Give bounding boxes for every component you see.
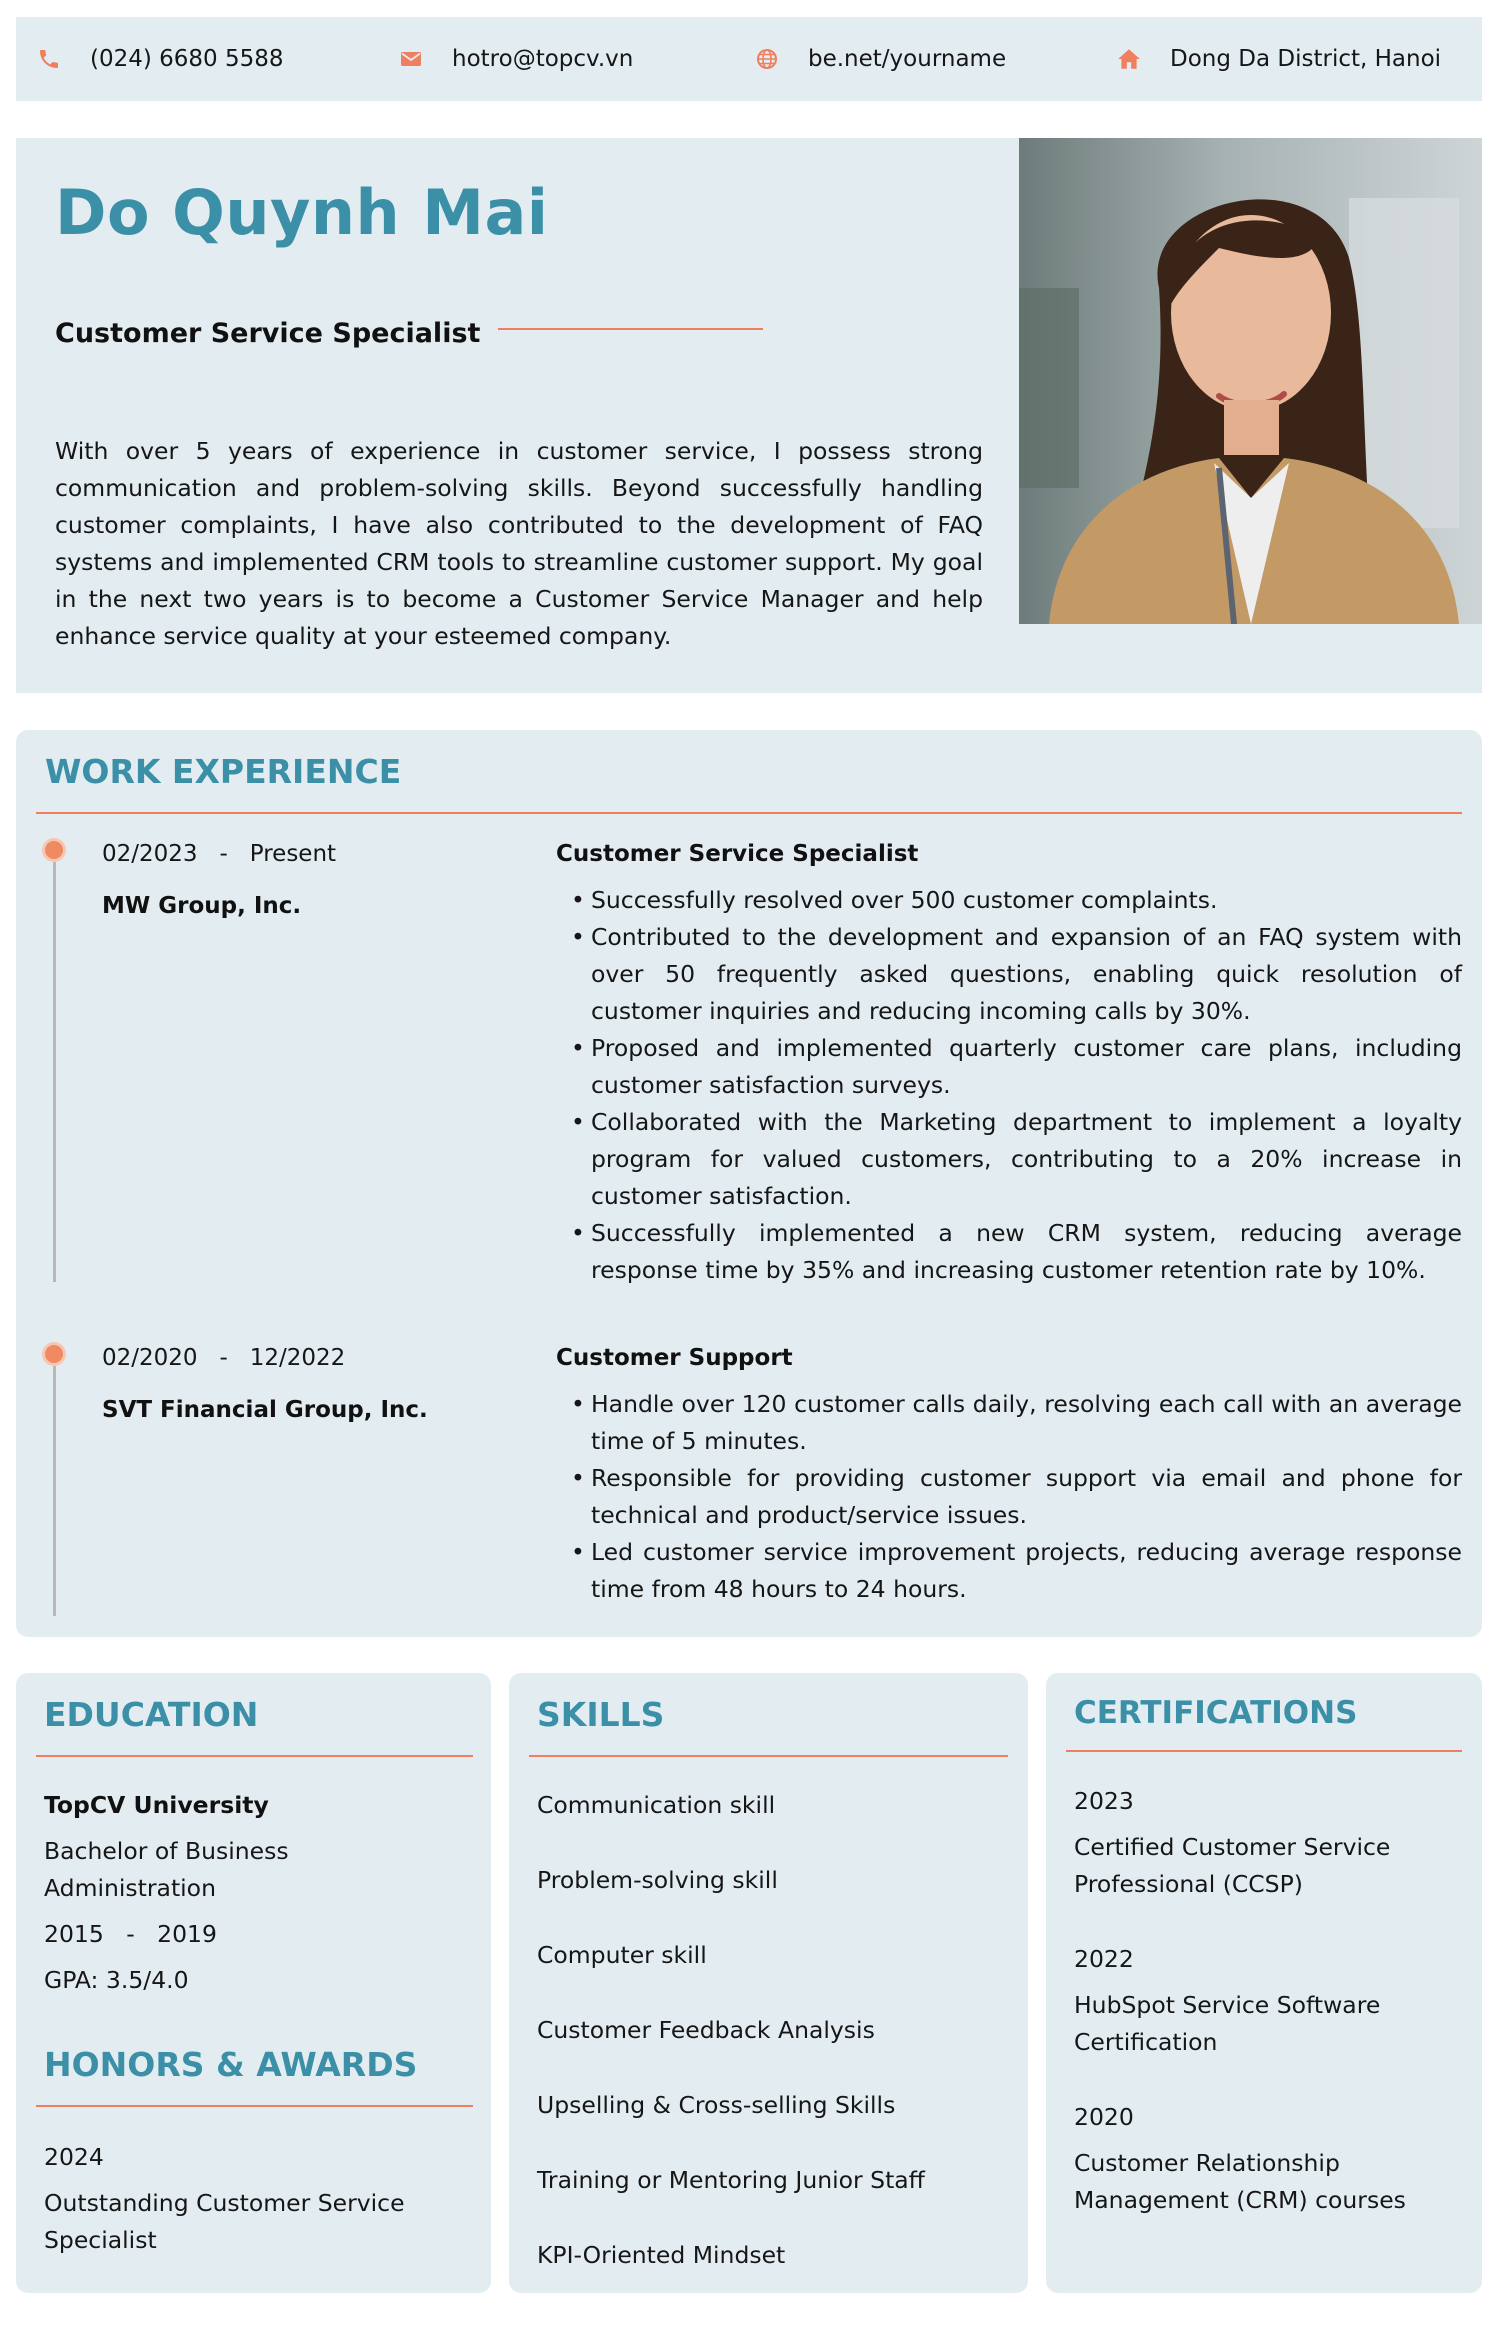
timeline-dot xyxy=(42,1342,66,1366)
skills-rule xyxy=(529,1755,1008,1757)
date-separator: - xyxy=(219,841,228,867)
honors-rule xyxy=(36,2105,473,2107)
cert-title: Certified Customer Service Professional (CCSP) xyxy=(1074,1833,1391,1898)
list-item: • Handle over 120 customer calls daily, resolving each call with an average time of 5 minutes. xyxy=(569,1386,1462,1460)
skills-heading: SKILLS xyxy=(537,1695,665,1734)
timeline-line xyxy=(53,862,56,1282)
skill-item: Communication skill xyxy=(537,1791,776,1819)
job-start-date: 02/2020 xyxy=(102,1345,198,1371)
skill-item: KPI-Oriented Mindset xyxy=(537,2241,786,2269)
education-start: 2015 xyxy=(44,1920,104,1948)
list-item: • Successfully implemented a new CRM system, reducing average response time by 35% and increasing customer retention rate by 10%. xyxy=(569,1215,1462,1289)
education-end: 2019 xyxy=(157,1920,217,1948)
profile-header xyxy=(16,138,1482,693)
profile-photo xyxy=(1019,138,1482,624)
list-item: • Successfully resolved over 500 customer complaints. xyxy=(569,882,1462,919)
career-summary: With over 5 years of experience in customer service, I possess strong communication and problem-solving skills. Beyond successfully handling customer complaints, I have also contributed to the development of FAQ systems and implemented CRM tools to streamline customer support. My goal in the next two years is to become a Customer Service Manager and help enhance service quality at your esteemed company. xyxy=(55,437,983,650)
degree: Bachelor of Business Administration xyxy=(44,1837,289,1902)
certifications-rule xyxy=(1066,1750,1462,1752)
cert-year: 2022 xyxy=(1074,1945,1134,1973)
cert-year: 2020 xyxy=(1074,2103,1134,2131)
job-date xyxy=(102,1345,345,1371)
skill-item: Computer skill xyxy=(537,1941,707,1969)
work-experience-section xyxy=(16,730,1482,1637)
job-position: Customer Support xyxy=(556,1345,793,1371)
job-start-date: 02/2023 xyxy=(102,841,198,867)
job-company: SVT Financial Group, Inc. xyxy=(102,1397,428,1423)
contact-website[interactable] xyxy=(754,17,1006,101)
phone-icon xyxy=(36,46,62,72)
contact-address xyxy=(1116,17,1441,101)
work-experience-heading: WORK EXPERIENCE xyxy=(45,752,402,791)
list-item: • Responsible for providing customer support via email and phone for technical and product/service issues. xyxy=(569,1460,1462,1534)
skill-item: Customer Feedback Analysis xyxy=(537,2016,875,2044)
cert-year: 2023 xyxy=(1074,1787,1134,1815)
job-company: MW Group, Inc. xyxy=(102,893,302,919)
date-separator: - xyxy=(219,1345,228,1371)
education-section xyxy=(16,1673,491,2293)
timeline-dot xyxy=(42,838,66,862)
mail-icon xyxy=(398,46,424,72)
honors-heading: HONORS & AWARDS xyxy=(44,2045,418,2084)
job-position: Customer Service Specialist xyxy=(556,841,919,867)
skill-item: Upselling & Cross-selling Skills xyxy=(537,2091,896,2119)
certifications-section xyxy=(1046,1673,1482,2293)
contact-email[interactable] xyxy=(398,17,633,101)
cert-title: HubSpot Service Software Certification xyxy=(1074,1991,1381,2056)
title-divider xyxy=(498,328,763,330)
education-rule xyxy=(36,1755,473,1757)
skills-section xyxy=(509,1673,1028,2293)
list-item: • Led customer service improvement projects, reducing average response time from 48 hours to 24 hours. xyxy=(569,1534,1462,1608)
job-responsibilities xyxy=(569,882,1462,1289)
job-date xyxy=(102,841,336,867)
honor-title: Outstanding Customer Service Specialist xyxy=(44,2189,405,2254)
address-text: Dong Da District, Hanoi xyxy=(1170,46,1442,72)
certifications-heading: CERTIFICATIONS xyxy=(1074,1695,1358,1731)
website-text: be.net/yourname xyxy=(808,46,1007,72)
school-name: TopCV University xyxy=(44,1791,269,1819)
email-text: hotro@topcv.vn xyxy=(452,46,634,72)
cert-title: Customer Relationship Management (CRM) courses xyxy=(1074,2149,1406,2214)
honor-year: 2024 xyxy=(44,2143,104,2171)
education-heading: EDUCATION xyxy=(44,1695,259,1734)
home-icon xyxy=(1116,46,1142,72)
candidate-name: Do Quynh Mai xyxy=(55,176,549,249)
candidate-title: Customer Service Specialist xyxy=(55,318,481,349)
contact-phone[interactable] xyxy=(36,17,284,101)
contact-bar xyxy=(16,17,1482,101)
job-end-date: 12/2022 xyxy=(249,1345,346,1371)
education-dates xyxy=(44,1916,217,1953)
gpa: GPA: 3.5/4.0 xyxy=(44,1966,189,1994)
timeline-line xyxy=(53,1366,56,1616)
job-end-date: Present xyxy=(249,841,337,867)
skill-item: Problem-solving skill xyxy=(537,1866,778,1894)
work-experience-rule xyxy=(36,812,1462,814)
skill-item: Training or Mentoring Junior Staff xyxy=(537,2166,925,2194)
list-item: • Contributed to the development and expansion of an FAQ system with over 50 frequently asked questions, enabling quick resolution of customer inquiries and reducing incoming calls by 30%. xyxy=(569,919,1462,1030)
list-item: • Collaborated with the Marketing department to implement a loyalty program for valued customers, contributing to a 20% increase in customer satisfaction. xyxy=(569,1104,1462,1215)
date-separator: - xyxy=(126,1920,135,1948)
list-item: • Proposed and implemented quarterly customer care plans, including customer satisfaction surveys. xyxy=(569,1030,1462,1104)
globe-icon xyxy=(754,46,780,72)
phone-text: (024) 6680 5588 xyxy=(90,46,284,72)
job-responsibilities xyxy=(569,1386,1462,1608)
